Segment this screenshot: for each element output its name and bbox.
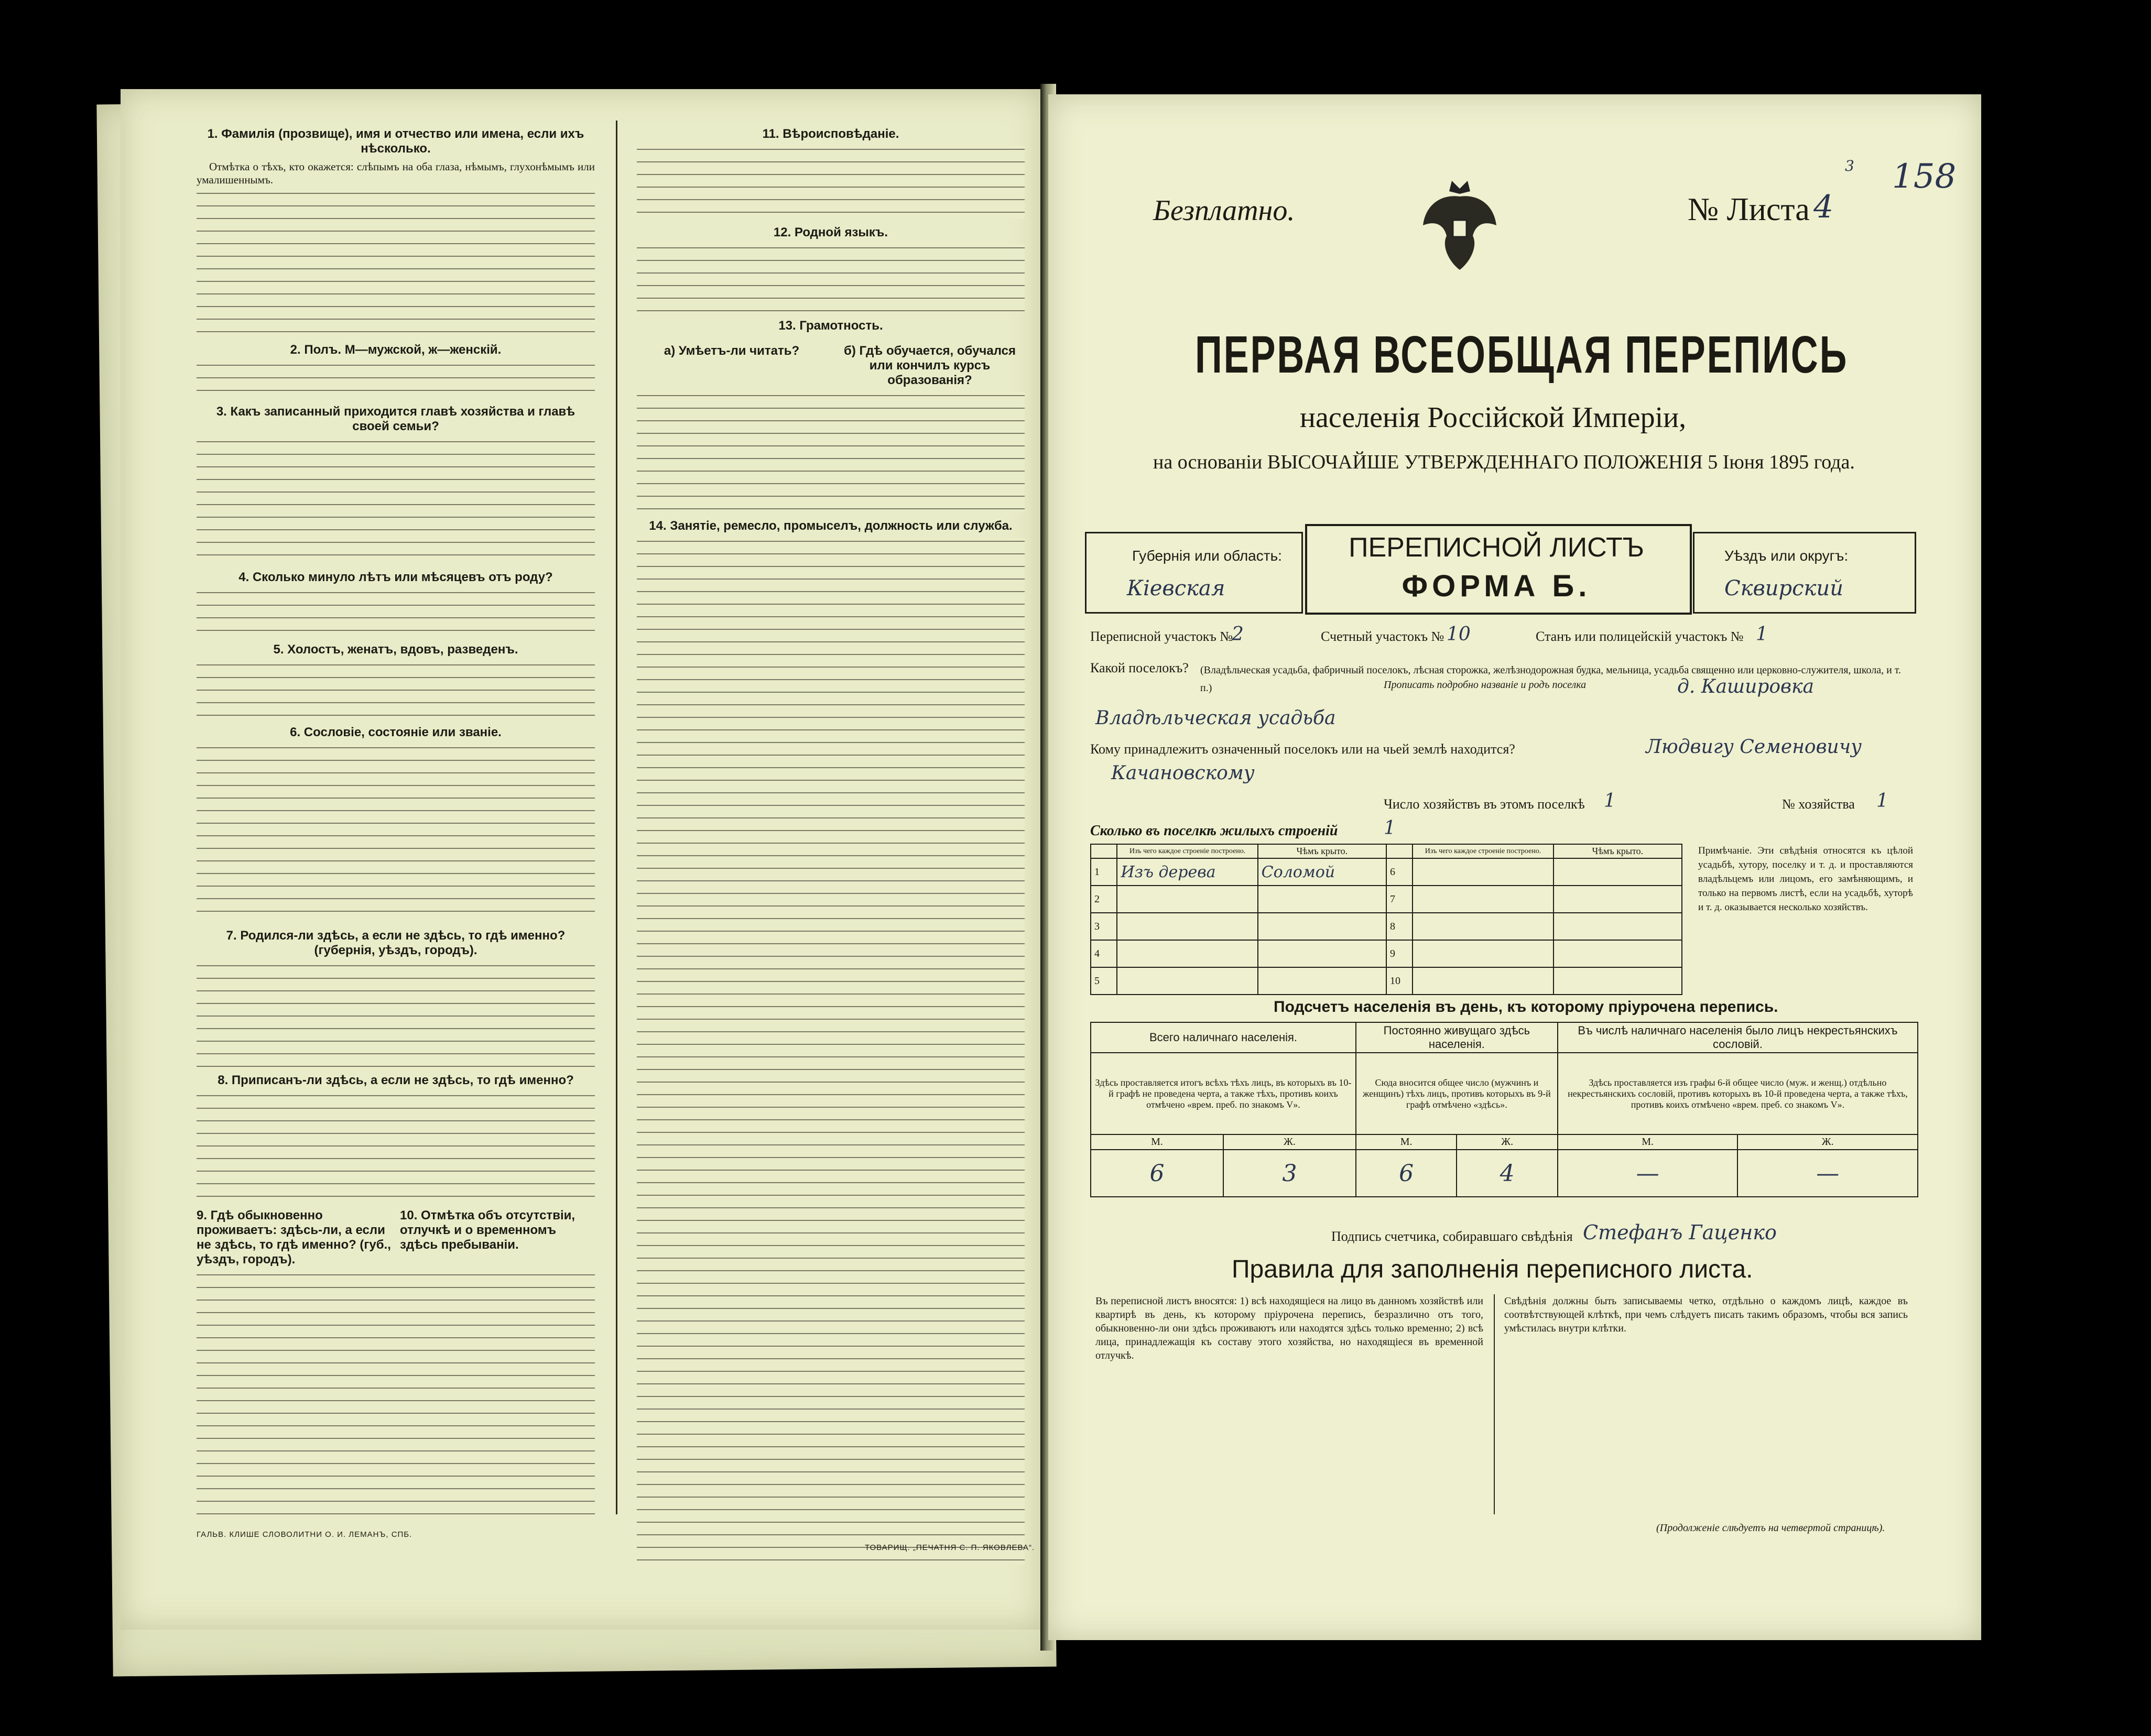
pop-present-female: 3 bbox=[1223, 1150, 1356, 1197]
filler-text bbox=[197, 438, 595, 564]
pop-col2-text: Сюда вносится общее число (мужчинъ и женщинъ) тѣхъ лицъ, противъ которыхъ въ 9-й графѣ отмѣчено «здѣсь». bbox=[1356, 1053, 1558, 1134]
owner-value-2: Качановскому bbox=[1111, 762, 1255, 784]
sheet-number-value: 4 bbox=[1813, 189, 1834, 225]
bldg-row1-roof: Соломой bbox=[1258, 858, 1386, 886]
filler-text bbox=[197, 962, 595, 1067]
corner-small: 3 bbox=[1845, 157, 1854, 174]
bldg-head-roof-2: Чѣмъ крыто. bbox=[1554, 844, 1682, 858]
district-value: Сквирский bbox=[1724, 576, 1843, 600]
filler-text bbox=[197, 1092, 595, 1202]
settlement-hint: (Владѣльческая усадьба, фабричный поселокъ, лѣсная сторожка, желѣзнодорожная будка, мельница, усадьба священно или церковно-служителя, школа, и т. п.) bbox=[1200, 664, 1902, 694]
filler-text bbox=[637, 392, 1025, 512]
district-label: Уѣздъ или округъ: bbox=[1724, 548, 1849, 564]
bldg-head-material: Изъ чего каждое строеніе построено. bbox=[1117, 844, 1257, 858]
counting-section-value: 10 bbox=[1447, 624, 1471, 645]
settlement-value-1: д. Кашировка bbox=[1677, 676, 1814, 697]
population-title: Подсчетъ населенія въ день, къ которому пріурочена перепись. bbox=[1274, 998, 1778, 1016]
province-box bbox=[1085, 532, 1303, 614]
owner-label: Кому принадлежитъ означенный поселокъ или на чьей землѣ находится? bbox=[1090, 741, 1515, 757]
section-7-title: 7. Родился-ли здѣсь, а если не здѣсь, то гдѣ именно? (губернія, уѣздъ, городъ). bbox=[226, 929, 566, 957]
main-title: ПЕРВАЯ ВСЕОБЩАЯ ПЕРЕПИСЬ bbox=[1195, 325, 1849, 384]
filler-text bbox=[197, 589, 595, 636]
bldg-head-material-2: Изъ чего каждое строеніе построено. bbox=[1413, 844, 1553, 858]
buildings-table: Изъ чего каждое строеніе построено. Чѣмъ крыто. Изъ чего каждое строеніе построено. Чѣмъ крыто. 1 Изъ дерева Соломой 6 2 7 3 8 4 9 5 10 bbox=[1090, 844, 1682, 995]
rules-continued: (Продолженіе слѣдуетъ на четвертой страницѣ). bbox=[1656, 1522, 1885, 1534]
note-text: Примѣчаніе. Эти свѣдѣнія относятся къ цѣлой усадьбѣ, хутору, поселку и т. д. и проставляются владѣльцемъ или лицомъ, его замѣняющимъ, и только на первомъ листѣ, если на усадьбѣ, хуторѣ и т. д. оказывается несколько хозяйствъ. bbox=[1698, 845, 1913, 913]
census-section-value: 2 bbox=[1232, 624, 1244, 645]
filler-text bbox=[197, 744, 595, 922]
province-label: Губернія или область: bbox=[1132, 548, 1282, 564]
sheet-number-label: № Листа bbox=[1688, 192, 1810, 227]
rules-left: Въ переписной листъ вносятся: 1) всѣ находящіеся на лицо въ данномъ хозяйствѣ или квартирѣ въ день, къ которому пріурочена перепись, безразлично отъ того, обыкновенно-ли они здѣсь проживаютъ или находятся здѣсь только временно; 2) всѣ лица, принадлежащія къ составу этого хозяйства, но находящіеся въ временной отлучкѣ. bbox=[1095, 1295, 1483, 1361]
section-5-title: 5. Холостъ, женатъ, вдовъ, разведенъ. bbox=[273, 642, 518, 657]
stan-label: Станъ или полицейскій участокъ № bbox=[1536, 629, 1744, 644]
filler-text bbox=[637, 244, 1025, 312]
bldg-row1-material: Изъ дерева bbox=[1117, 858, 1257, 886]
section-1-title: 1. Фамилія (прозвище), имя и отчество или имена, если ихъ нѣсколько. bbox=[207, 127, 584, 156]
section-4-title: 4. Сколько минуло лѣтъ или мѣсяцевъ отъ роду? bbox=[238, 570, 553, 584]
counting-section-label: Счетный участокъ № bbox=[1321, 629, 1444, 644]
settlement-value-2: Владѣльческая усадьба bbox=[1095, 707, 1336, 729]
section-11-title: 11. Вѣроисповѣданіе. bbox=[762, 127, 899, 141]
section-14-title: 14. Занятіе, ремесло, промыселъ, должность или служба. bbox=[649, 519, 1013, 533]
rules-right: Свѣдѣнія должны быть записываемы четко, отдѣльно о каждомъ лицѣ, каждое въ соотвѣтствующей клѣткѣ, при чемъ слѣдуетъ писать такимъ образомъ, чтобы вся запись умѣстилась внутри клѣтки. bbox=[1504, 1295, 1908, 1334]
m-label: М. bbox=[1356, 1134, 1457, 1150]
household-no-value: 1 bbox=[1876, 790, 1888, 812]
filler-text bbox=[197, 661, 595, 719]
filler-text bbox=[637, 146, 1025, 219]
section-6-title: 6. Сословіе, состояніе или званіе. bbox=[290, 725, 502, 739]
rules-title: Правила для заполненія переписного листа. bbox=[1232, 1255, 1753, 1283]
filler-text bbox=[197, 362, 595, 398]
imperial-eagle-emblem bbox=[1420, 178, 1499, 272]
pop-resident-female: 4 bbox=[1457, 1150, 1557, 1197]
section-13b: б) Гдѣ обучается, обучался или кончилъ курсъ образованія? bbox=[844, 344, 1016, 387]
signature-value: Стефанъ Гаценко bbox=[1583, 1221, 1777, 1244]
household-no-label: № хозяйства bbox=[1782, 796, 1855, 812]
rules-divider bbox=[1494, 1294, 1495, 1514]
owner-value-1: Людвигу Семеновичу bbox=[1646, 736, 1862, 758]
pop-col2-head: Постоянно живущаго здѣсь населенія. bbox=[1356, 1022, 1558, 1053]
footer-left: ГАЛЬВ. КЛИШЕ СЛОВОЛИТНИ О. И. ЛЕМАНЪ, СПБ. bbox=[197, 1530, 412, 1539]
form-title-1: ПЕРЕПИСНОЙ ЛИСТЪ bbox=[1349, 532, 1644, 563]
f-label: Ж. bbox=[1737, 1134, 1918, 1150]
footer-right: ТОВАРИЩ. „ПЕЧАТНЯ С. П. ЯКОВЛЕВА“. bbox=[865, 1543, 1035, 1552]
section-12-title: 12. Родной языкъ. bbox=[773, 225, 888, 239]
m-label: М. bbox=[1091, 1134, 1223, 1150]
section-8-title: 8. Приписанъ-ли здѣсь, а если не здѣсь, то гдѣ именно? bbox=[218, 1073, 574, 1087]
m-label: М. bbox=[1558, 1134, 1738, 1150]
section-10-title: 10. Отмѣтка объ отсутствіи, отлучкѣ и о временномъ здѣсь пребываніи. bbox=[400, 1208, 575, 1252]
section-9-title: 9. Гдѣ обыкновенно проживаетъ: здѣсь-ли, а если не здѣсь, то гдѣ именно? (губ., уѣздъ, городъ). bbox=[197, 1208, 391, 1266]
buildings-label: Сколько въ поселкѣ жилыхъ строеній bbox=[1090, 823, 1338, 839]
subtitle-1: населенія Россійской Имперіи, bbox=[1300, 401, 1687, 434]
signature-label: Подпись счетчика, собиравшаго свѣдѣнія bbox=[1331, 1229, 1573, 1244]
households-label: Число хозяйствъ въ этомъ поселкѣ bbox=[1384, 796, 1585, 812]
filler-text bbox=[197, 190, 595, 336]
left-column-1 bbox=[197, 121, 595, 1523]
free-label: Безплатно. bbox=[1153, 194, 1295, 227]
form-title-2: ФОРМА Б. bbox=[1402, 569, 1591, 603]
district-box bbox=[1693, 532, 1916, 614]
households-value: 1 bbox=[1604, 790, 1616, 812]
pop-nonpeasant-male: — bbox=[1558, 1150, 1738, 1197]
f-label: Ж. bbox=[1223, 1134, 1356, 1150]
column-divider bbox=[616, 121, 617, 1514]
f-label: Ж. bbox=[1457, 1134, 1557, 1150]
pop-resident-male: 6 bbox=[1356, 1150, 1457, 1197]
section-1-note: Отмѣтка о тѣхъ, кто окажется: слѣпымъ на оба глаза, нѣмымъ, глухонѣмымъ или умалишеннымъ. bbox=[197, 160, 595, 186]
section-13-title: 13. Грамотность. bbox=[778, 319, 883, 333]
section-13a: а) Умѣетъ-ли читать? bbox=[664, 344, 800, 358]
pop-col1-text: Здѣсь проставляется итогъ всѣхъ тѣхъ лицъ, въ которыхъ въ 10-й графѣ не проведена черта, а также тѣхъ, противъ коихъ отмѣчено «врем. преб. по знакомъ V». bbox=[1091, 1053, 1356, 1134]
pop-col1-head: Всего наличнаго населенія. bbox=[1091, 1022, 1356, 1053]
subtitle-2: на основаніи ВЫСОЧАЙШЕ УТВЕРЖДЕННАГО ПОЛОЖЕНІЯ 5 Іюня 1895 года. bbox=[1153, 451, 1855, 473]
left-column-2 bbox=[637, 121, 1025, 1565]
pop-col3-text: Здѣсь проставляется изъ графы 6-й общее число (муж. и женщ.) отдѣльно некрестьянскихъ сословій, противъ которыхъ въ 10-й проведена черта, а также тѣхъ, противъ коихъ отмѣчено «врем. преб. со знакомъ V». bbox=[1558, 1053, 1918, 1134]
pop-col3-head: Въ числѣ наличнаго населенія было лицъ некрестьянскихъ сословій. bbox=[1558, 1022, 1918, 1053]
corner-number: 158 bbox=[1892, 157, 1957, 196]
population-table bbox=[1090, 1022, 1918, 1197]
settlement-hint-2: Прописать подробно названіе и родъ поселка bbox=[1384, 679, 1587, 691]
filler-text bbox=[637, 538, 1025, 1565]
left-page bbox=[121, 89, 1043, 1630]
section-2-title: 2. Полъ. М—мужской, ж—женскій. bbox=[290, 343, 502, 357]
census-section-label: Переписной участокъ № bbox=[1090, 629, 1233, 644]
pop-nonpeasant-female: — bbox=[1737, 1150, 1918, 1197]
filler-text bbox=[197, 1271, 595, 1523]
stan-value: 1 bbox=[1756, 624, 1768, 645]
settlement-label: Какой поселокъ? bbox=[1090, 660, 1189, 675]
bldg-head-roof: Чѣмъ крыто. bbox=[1258, 844, 1386, 858]
province-value: Кіевская bbox=[1127, 576, 1225, 600]
section-3-title: 3. Какъ записанный приходится главѣ хозяйства и главѣ своей семьи? bbox=[216, 405, 575, 433]
pop-present-male: 6 bbox=[1091, 1150, 1223, 1197]
buildings-value: 1 bbox=[1384, 817, 1396, 839]
